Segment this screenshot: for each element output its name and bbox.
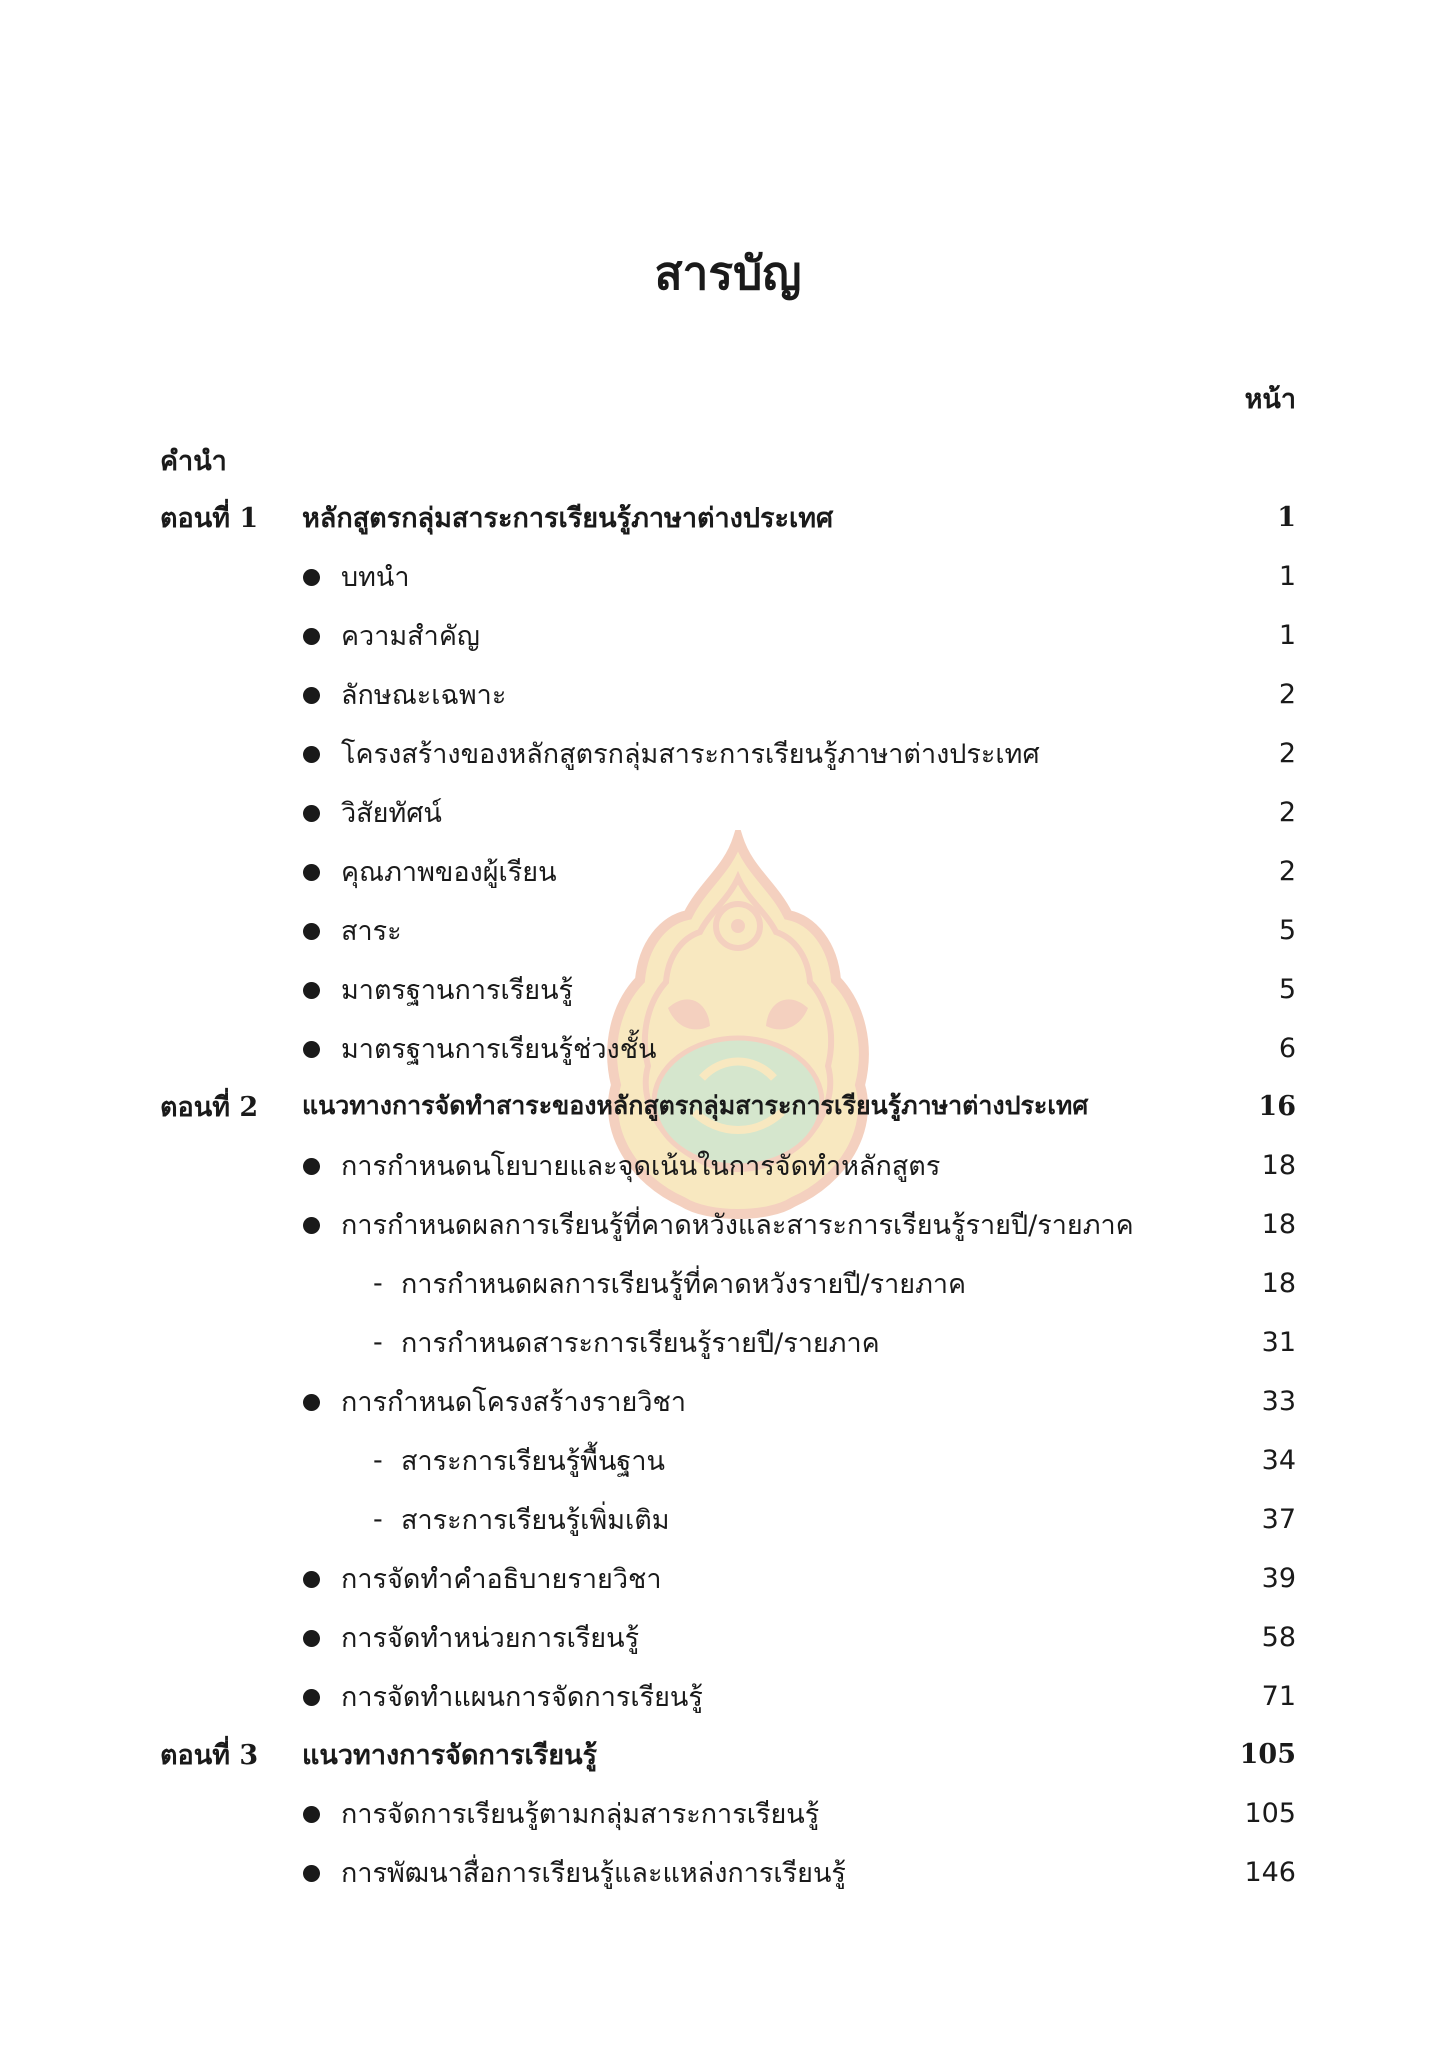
section-title: แนวทางการจัดการเรียนรู้: [302, 1739, 598, 1771]
bullet-icon: [303, 628, 320, 645]
toc-subitem: [0, 1432, 1456, 1488]
toc-item-label: มาตรฐานการเรียนรู้ช่วงชั้น: [341, 1033, 657, 1065]
toc-section-2: [0, 1078, 1456, 1134]
bullet-icon: [303, 1689, 320, 1706]
toc-subitem-label: การกำหนดสาระการเรียนรู้รายปี/รายภาค: [401, 1327, 880, 1359]
page-number: 146: [1244, 1856, 1296, 1888]
section-title: หลักสูตรกลุ่มสาระการเรียนรู้ภาษาต่างประเทศ: [302, 502, 834, 534]
page-number: 1: [1278, 619, 1296, 651]
page-number: 18: [1261, 1149, 1296, 1181]
bullet-icon: [303, 687, 320, 704]
toc-item: [0, 548, 1456, 604]
toc-item: [0, 1844, 1456, 1900]
toc-entry-preface: [0, 432, 1456, 488]
page-number: 58: [1261, 1621, 1296, 1653]
page-number: 18: [1261, 1267, 1296, 1299]
page-number: 1: [1278, 560, 1296, 592]
toc-item: [0, 666, 1456, 722]
bullet-icon: [303, 923, 320, 940]
section-number: ตอนที่ 2: [160, 1091, 259, 1123]
toc-item-label: การกำหนดโครงสร้างรายวิชา: [341, 1386, 687, 1418]
dash-marker: -: [373, 1503, 383, 1535]
page-number: 5: [1278, 973, 1296, 1005]
bullet-icon: [303, 1630, 320, 1647]
dash-marker: -: [373, 1444, 383, 1476]
page-number: 2: [1278, 737, 1296, 769]
toc-item-label: โครงสร้างของหลักสูตรกลุ่มสาระการเรียนรู้ภาษาต่างประเทศ: [341, 738, 1040, 770]
page-number: 2: [1278, 678, 1296, 710]
dash-marker: -: [373, 1267, 383, 1299]
page-number: 39: [1261, 1562, 1296, 1594]
toc-subitem: [0, 1491, 1456, 1547]
bullet-icon: [303, 982, 320, 999]
toc-item: [0, 843, 1456, 899]
page-number: 105: [1244, 1797, 1296, 1829]
toc-item-label: การจัดการเรียนรู้ตามกลุ่มสาระการเรียนรู้: [341, 1798, 820, 1830]
page-number: 34: [1261, 1444, 1296, 1476]
toc-subitem-label: การกำหนดผลการเรียนรู้ที่คาดหวังรายปี/รายภาค: [401, 1268, 967, 1300]
toc-item: [0, 1785, 1456, 1841]
toc-subitem-label: สาระการเรียนรู้เพิ่มเติม: [401, 1504, 670, 1536]
bullet-icon: [303, 805, 320, 822]
page-number: 5: [1278, 914, 1296, 946]
dash-marker: -: [373, 1326, 383, 1358]
toc-item: [0, 1609, 1456, 1665]
toc-item-label: การจัดทำหน่วยการเรียนรู้: [341, 1622, 640, 1654]
bullet-icon: [303, 1571, 320, 1588]
toc-item-label: การกำหนดผลการเรียนรู้ที่คาดหวังและสาระการเรียนรู้รายปี/รายภาค: [341, 1209, 1134, 1241]
toc-item: [0, 902, 1456, 958]
page-number: 18: [1261, 1208, 1296, 1240]
toc-item: [0, 1020, 1456, 1076]
bullet-icon: [303, 1217, 320, 1234]
toc-item-label: สาระ: [341, 915, 402, 947]
toc-item-label: บทนำ: [341, 561, 410, 593]
bullet-icon: [303, 1041, 320, 1058]
toc-item-label: การจัดทำคำอธิบายรายวิชา: [341, 1563, 662, 1595]
page-column-header: หน้า: [1244, 384, 1296, 415]
bullet-icon: [303, 746, 320, 763]
toc-item: [0, 784, 1456, 840]
bullet-icon: [303, 1865, 320, 1882]
bullet-icon: [303, 569, 320, 586]
toc-item-label: ลักษณะเฉพาะ: [341, 679, 507, 711]
page-number: 37: [1261, 1503, 1296, 1535]
page-number: 31: [1261, 1326, 1296, 1358]
toc-item-label: คุณภาพของผู้เรียน: [341, 856, 557, 888]
toc-item: [0, 961, 1456, 1017]
toc-item-label: มาตรฐานการเรียนรู้: [341, 974, 574, 1006]
toc-item: [0, 1373, 1456, 1429]
toc-item-label: วิสัยทัศน์: [341, 797, 442, 829]
bullet-icon: [303, 1394, 320, 1411]
toc-subitem: [0, 1314, 1456, 1370]
section-number: ตอนที่ 1: [160, 502, 259, 534]
toc-item-label: ความสำคัญ: [341, 620, 480, 652]
toc-item: [0, 1668, 1456, 1724]
toc-section-3: [0, 1726, 1456, 1782]
page-number: 2: [1278, 796, 1296, 828]
toc-item: [0, 1196, 1456, 1252]
page-number: 33: [1261, 1385, 1296, 1417]
page-number: 16: [1258, 1090, 1296, 1122]
toc-item: [0, 1550, 1456, 1606]
toc-item-label: การจัดทำแผนการจัดการเรียนรู้: [341, 1681, 703, 1713]
toc-section-1: [0, 489, 1456, 545]
bullet-icon: [303, 1806, 320, 1823]
page-number: 6: [1278, 1032, 1296, 1064]
page-number: 1: [1277, 501, 1296, 533]
toc-label: คำนำ: [160, 445, 227, 477]
toc-item-label: การกำหนดนโยบายและจุดเน้นในการจัดทำหลักสูตร: [341, 1150, 941, 1182]
bullet-icon: [303, 864, 320, 881]
toc-subitem: [0, 1255, 1456, 1311]
section-number: ตอนที่ 3: [160, 1739, 259, 1771]
page-title: สารบัญ: [654, 246, 802, 300]
page-number: 105: [1239, 1738, 1296, 1770]
toc-item: [0, 1137, 1456, 1193]
page-number: 2: [1278, 855, 1296, 887]
bullet-icon: [303, 1158, 320, 1175]
toc-item-label: การพัฒนาสื่อการเรียนรู้และแหล่งการเรียนรู้: [341, 1857, 846, 1889]
toc-subitem-label: สาระการเรียนรู้พื้นฐาน: [401, 1445, 665, 1477]
page-number: 71: [1261, 1680, 1296, 1712]
toc-item: [0, 725, 1456, 781]
toc-item: [0, 607, 1456, 663]
section-title: แนวทางการจัดทำสาระของหลักสูตรกลุ่มสาระการเรียนรู้ภาษาต่างประเทศ: [302, 1091, 1089, 1120]
